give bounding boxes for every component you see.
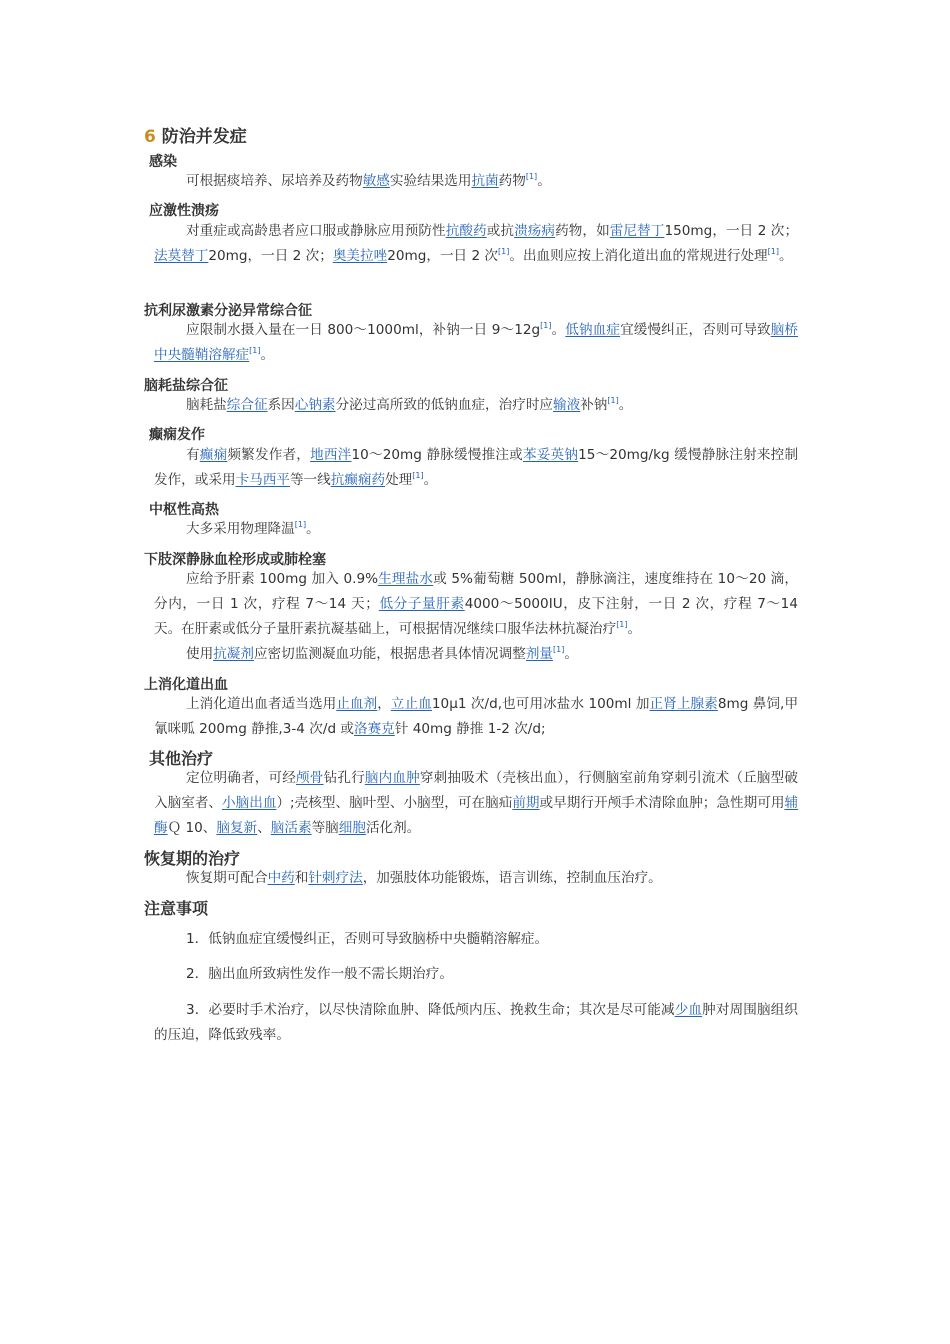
note-item-1: 1．低钠血症宜缓慢纠正，否则可导致脑桥中央髓鞘溶解症。 (186, 931, 549, 947)
link-jiliang[interactable]: 剂量 (525, 646, 554, 662)
text: 定位明确者，可经 (186, 770, 297, 786)
link-naoneixuezhong[interactable]: 脑内血肿 (364, 770, 420, 786)
reference-marker[interactable]: [1] (412, 471, 424, 480)
text: 应给予肝素 100mg 加入 0.9% (186, 571, 379, 587)
link-zhenciliaofa[interactable]: 针刺疗法 (308, 870, 363, 886)
text: 药物 (498, 173, 526, 189)
text: 有 (186, 447, 200, 463)
note-item-3 (154, 998, 798, 1048)
heading-text: 防治并发症 (161, 127, 247, 147)
text: 3．必要时手术治疗，以尽快清除血肿、降低颅内压、挽救生命；其次是尽可能减 (186, 1002, 675, 1018)
text: 系因 (267, 397, 295, 413)
text: 脑耗盐 (186, 397, 227, 413)
text: 、 (257, 820, 271, 836)
main-heading (144, 125, 247, 149)
paragraph-siadh (154, 318, 798, 368)
text: 分泌过高所致的低钠血症，治疗时应 (335, 397, 554, 413)
text: 活化剂。 (365, 820, 421, 836)
text: 150mg，一日 2 次； (664, 223, 799, 239)
text: 穿刺抽吸术（壳核出血），行侧脑室前角穿刺引流术（丘脑型破入脑室者、 (154, 770, 799, 811)
link-zhongyao[interactable]: 中药 (267, 870, 295, 886)
link-qianqi[interactable]: 前期 (512, 795, 540, 811)
text: 对重症或高龄患者应口服或静脉应用预防性 (186, 223, 446, 239)
text: 。 (551, 322, 566, 338)
section-title-infection: 感染 (149, 154, 177, 170)
paragraph-infection (154, 169, 798, 194)
link-leinitiding[interactable]: 雷尼替丁 (609, 223, 665, 239)
text: 应密切监测凝血功能，根据患者具体情况调整 (253, 646, 526, 662)
text: 和 (294, 870, 309, 886)
heading-number: 6 (144, 127, 156, 147)
text: 补钠 (580, 397, 608, 413)
text: ， (377, 696, 391, 712)
reference-marker[interactable]: [1] (616, 620, 628, 629)
text: 频繁发作者， (227, 447, 311, 463)
link-dixipan[interactable]: 地西泮 (310, 447, 352, 463)
text: 恢复期可配合 (186, 870, 268, 886)
text: 宜缓慢纠正，否则可导致 (620, 322, 771, 338)
link-luosaike[interactable]: 洛赛克 (354, 721, 395, 737)
link-lugu[interactable]: 颅骨 (296, 770, 324, 786)
link-famotiding[interactable]: 法莫替丁 (154, 248, 209, 264)
link-shuye[interactable]: 输液 (553, 397, 581, 413)
reference-marker[interactable]: [1] (498, 247, 510, 256)
text: 或抗 (486, 223, 515, 239)
text: 。出血则应按上消化道出血的常规进行处理 (509, 248, 768, 264)
text: 。 (618, 397, 633, 413)
text: 药物，如 (555, 223, 610, 239)
link-kamaxiping[interactable]: 卡马西平 (235, 472, 290, 488)
text: 肿对周围脑组织的压迫，降低致残率。 (154, 1002, 799, 1043)
link-naohuosu[interactable]: 脑活素 (270, 820, 312, 836)
text: 大多采用物理降温 (186, 521, 295, 537)
text: 钻孔行 (323, 770, 365, 786)
text: 15～20mg/kg 缓慢静脉注射来控制发作，或采用 (154, 447, 799, 488)
section-title-recovery: 恢复期的治疗 (144, 849, 241, 868)
text: 。 (423, 472, 438, 488)
reference-marker[interactable]: [1] (294, 520, 307, 529)
paragraph-stress-ulcer (154, 219, 798, 269)
section-title-other: 其他治疗 (149, 749, 214, 768)
reference-marker[interactable]: [1] (553, 645, 565, 654)
text: 上消化道出血者适当选用 (186, 696, 337, 712)
link-kangningji[interactable]: 抗凝剂 (213, 646, 254, 662)
text: Ｑ 10、 (167, 820, 217, 836)
link-difenziliang-gansu[interactable]: 低分子量肝素 (378, 596, 465, 612)
paragraph-other (154, 766, 798, 841)
section-title-epilepsy: 癫痫发作 (149, 427, 205, 443)
reference-marker[interactable]: [1] (540, 321, 552, 330)
link-bentuoyingna[interactable]: 苯妥英钠 (522, 447, 579, 463)
section-title-notes: 注意事项 (144, 899, 209, 918)
paragraph-epilepsy (154, 443, 798, 493)
paragraph-csw (154, 393, 798, 418)
paragraph-gi-bleeding (154, 692, 798, 742)
link-zhengshenshangxiansu[interactable]: 正肾上腺素 (649, 696, 718, 712)
paragraph-dvt-2 (154, 642, 798, 667)
text: 可根据痰培养、尿培养及药物 (186, 173, 363, 189)
text: 针 40mg 静推 1-2 次/d; (394, 721, 546, 737)
text: 处理 (385, 472, 413, 488)
section-title-fever: 中枢性高热 (149, 502, 219, 518)
text: 实验结果选用 (389, 173, 472, 189)
section-title-dvt: 下肢深静脉血栓形成或肺栓塞 (144, 552, 326, 568)
text: 。 (779, 248, 793, 264)
reference-marker[interactable]: [1] (249, 346, 261, 355)
text: 10～20mg 静脉缓慢推注或 (351, 447, 523, 463)
text: 20mg，一日 2 次 (387, 248, 499, 264)
link-kangsuanyao[interactable]: 抗酸药 (445, 223, 487, 239)
link-dianxian[interactable]: 癫痫 (199, 447, 228, 463)
text: 。 (627, 621, 642, 637)
link-shenglyanshui[interactable]: 生理盐水 (378, 571, 434, 587)
link-zhixueji[interactable]: 止血剂 (336, 696, 378, 712)
reference-marker[interactable]: [1] (767, 247, 779, 256)
link-xinnasu[interactable]: 心钠素 (294, 397, 336, 413)
reference-marker[interactable]: [1] (525, 172, 538, 181)
link-fumei[interactable]: 辅酶 (154, 795, 799, 836)
text: 4000～5000IU，皮下注射，一日 2 次，疗程 7～14 天。在肝素或低分子量肝素抗凝基础上，可根据情况继续口服华法林抗凝治疗 (154, 596, 798, 637)
section-title-siadh: 抗利尿激素分泌异常综合征 (144, 303, 312, 319)
text: 等一线 (289, 472, 331, 488)
text: 等脑 (311, 820, 339, 836)
text: 或早期行开颅手术清除血肿；急性期可用 (539, 795, 785, 811)
text: 。 (260, 347, 275, 363)
text: 使用 (186, 646, 214, 662)
text: 。 (537, 173, 551, 189)
text: ，加强肢体功能锻炼，语言训练，控制血压治疗。 (362, 870, 662, 886)
link-lizhixue[interactable]: 立止血 (390, 696, 432, 712)
text: 应限制水摄入量在一日 800～1000ml，补钠一日 9～12g (186, 322, 541, 338)
link-xiaonaochuxue[interactable]: 小脑出血 (222, 795, 277, 811)
link-kuiyangbing[interactable]: 溃疡病 (514, 223, 556, 239)
link-dinaxuezheng[interactable]: 低钠血症 (565, 322, 621, 338)
text: 8mg 鼻饲,甲氰咪呱 200mg 静推,3-4 次/d 或 (154, 696, 799, 737)
section-title-gi-bleeding: 上消化道出血 (144, 677, 228, 693)
text: 10μ1 次/d,也可用冰盐水 100ml 加 (431, 696, 650, 712)
link-zonghezheng[interactable]: 综合征 (226, 397, 268, 413)
link-naoqiao[interactable]: 脑桥中央髓鞘溶解症 (154, 322, 799, 363)
paragraph-dvt-1 (154, 567, 798, 642)
note-item-2: 2．脑出血所致病性发作一般不需长期治疗。 (186, 966, 453, 982)
text: 或 5%葡萄糖 500ml，静脉滴注，速度维持在 10～20 滴，分内，一日 1 次，疗程 7～14 天； (154, 571, 798, 612)
link-mingan[interactable]: 敏感 (362, 173, 390, 189)
link-xibao[interactable]: 细胞 (338, 820, 366, 836)
section-title-stress-ulcer: 应激性溃疡 (149, 203, 219, 219)
link-kangjun[interactable]: 抗菌 (471, 173, 499, 189)
link-aomeilazuo[interactable]: 奥美拉唑 (332, 248, 388, 264)
text: 。 (306, 521, 320, 537)
text: ）;壳核型、脑叶型、小脑型，可在脑疝 (276, 795, 513, 811)
paragraph-fever (154, 517, 798, 542)
text: 。 (564, 646, 578, 662)
link-kangdianxianyao[interactable]: 抗癫痫药 (330, 472, 386, 488)
link-shaoxue[interactable]: 少血 (674, 1002, 703, 1018)
text: 20mg，一日 2 次； (208, 248, 333, 264)
reference-marker[interactable]: [1] (607, 396, 619, 405)
section-title-csw: 脑耗盐综合征 (144, 378, 228, 394)
link-naofuxin[interactable]: 脑复新 (216, 820, 258, 836)
paragraph-recovery (154, 866, 798, 891)
